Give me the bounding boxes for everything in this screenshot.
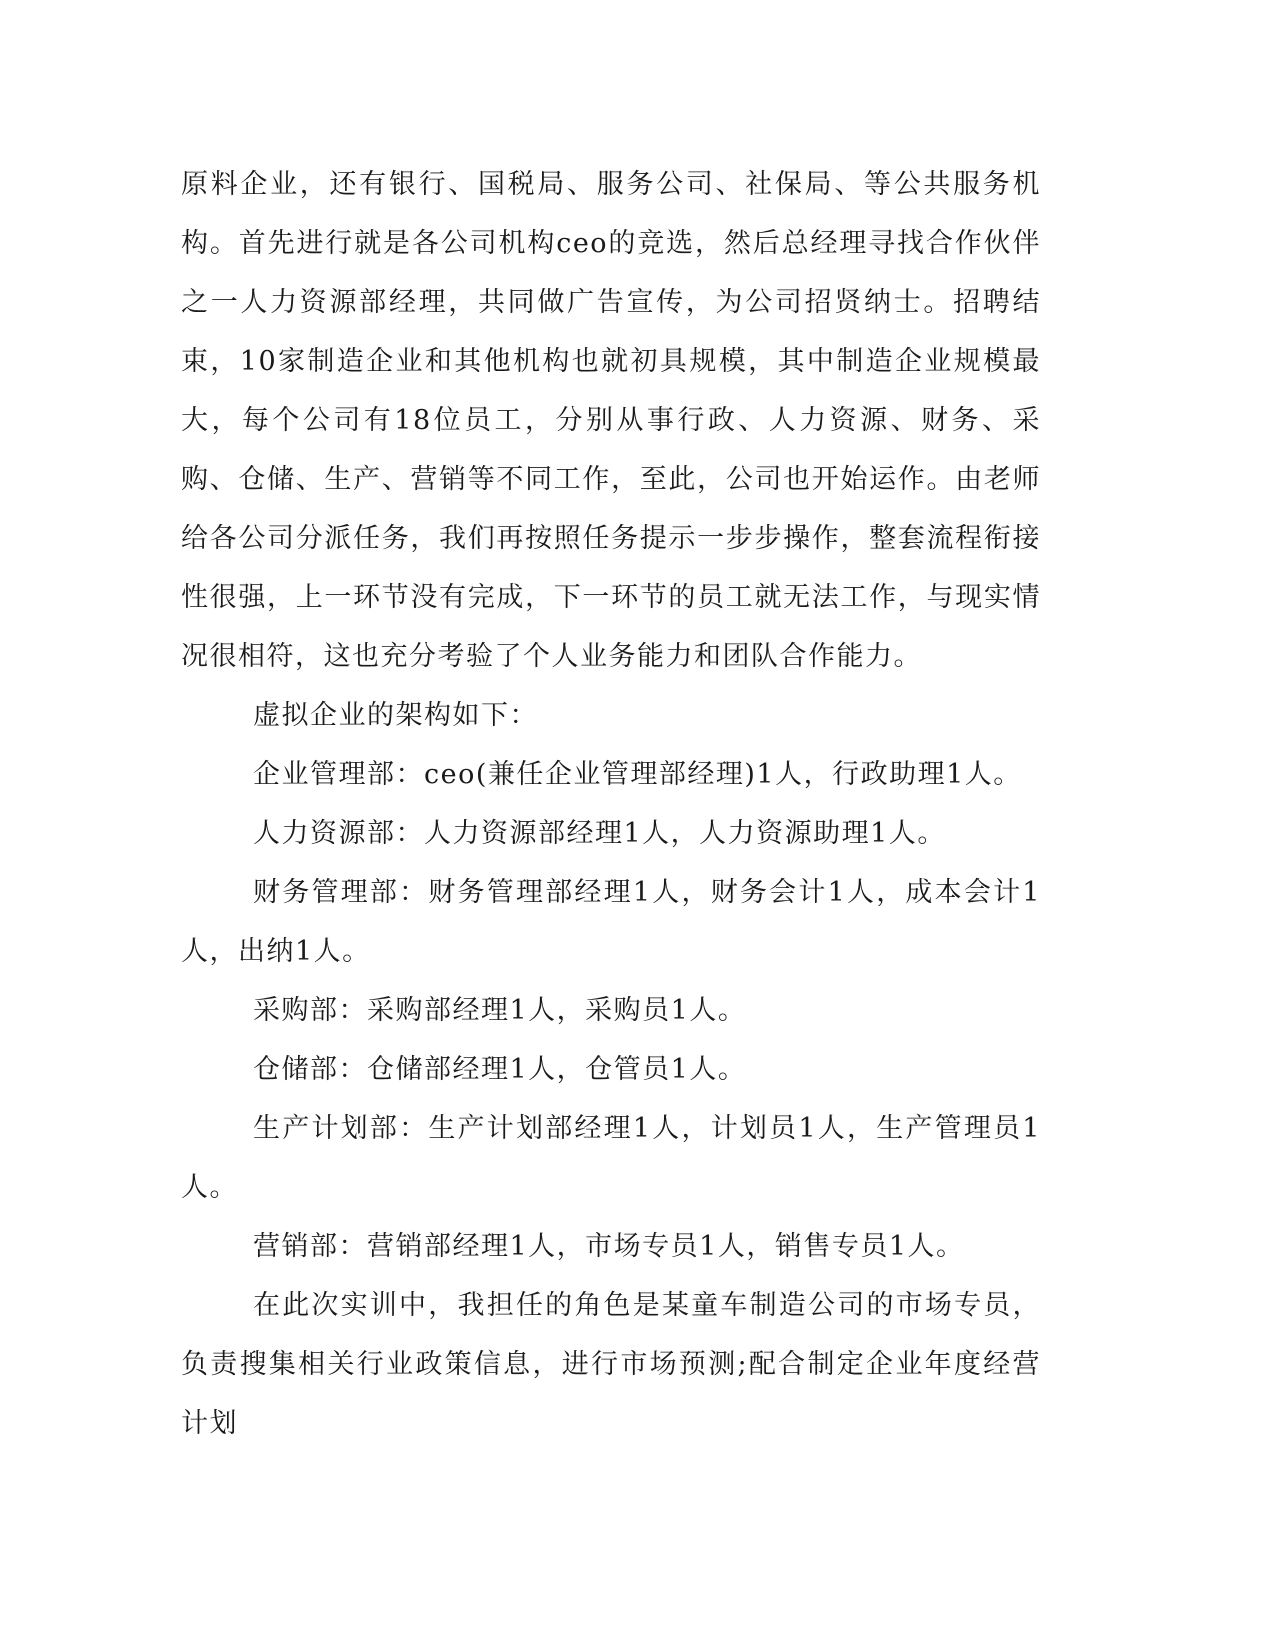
paragraph-my-role: 在此次实训中，我担任的角色是某童车制造公司的市场专员，负责搜集相关行业政策信息，进行市场预测;配合制定企业年度经营计划 bbox=[181, 1290, 1041, 1439]
paragraph-management-dept: 企业管理部：ceo(兼任企业管理部经理)1人，行政助理1人。 bbox=[253, 759, 1022, 790]
paragraph-hr-dept: 人力资源部：人力资源部经理1人，人力资源助理1人。 bbox=[253, 818, 946, 849]
paragraph-intro: 原料企业，还有银行、国税局、服务公司、社保局、等公共服务机构。首先进行就是各公司机构ceo的竞选，然后总经理寻找合作伙伴之一人力资源部经理，共同做广告宣传，为公司招贤纳士。招聘结束，10家制造企业和其他机构也就初具规模，其中制造企业规模最大，每个公司有18位员工，分别从事行政、人力资源、财务、采购、仓储、生产、营销等不同工作，至此，公司也开始运作。由老师给各公司分派任务，我们再按照任务提示一步步操作，整套流程衔接性很强，上一环节没有完成，下一环节的员工就无法工作，与现实情况很相符，这也充分考验了个人业务能力和团队合作能力。 bbox=[181, 169, 1041, 672]
paragraph-production-dept: 生产计划部：生产计划部经理1人，计划员1人，生产管理员1人。 bbox=[181, 1113, 1041, 1203]
paragraph-warehouse-dept: 仓储部：仓储部经理1人，仓管员1人。 bbox=[253, 1054, 747, 1085]
paragraph-marketing-dept: 营销部：营销部经理1人，市场专员1人，销售专员1人。 bbox=[253, 1231, 965, 1262]
paragraph-finance-dept: 财务管理部：财务管理部经理1人，财务会计1人，成本会计1人，出纳1人。 bbox=[181, 877, 1041, 967]
paragraph-purchasing-dept: 采购部：采购部经理1人，采购员1人。 bbox=[253, 995, 747, 1026]
paragraph-structure-heading: 虚拟企业的架构如下： bbox=[253, 700, 538, 731]
document-body bbox=[181, 155, 1041, 1453]
